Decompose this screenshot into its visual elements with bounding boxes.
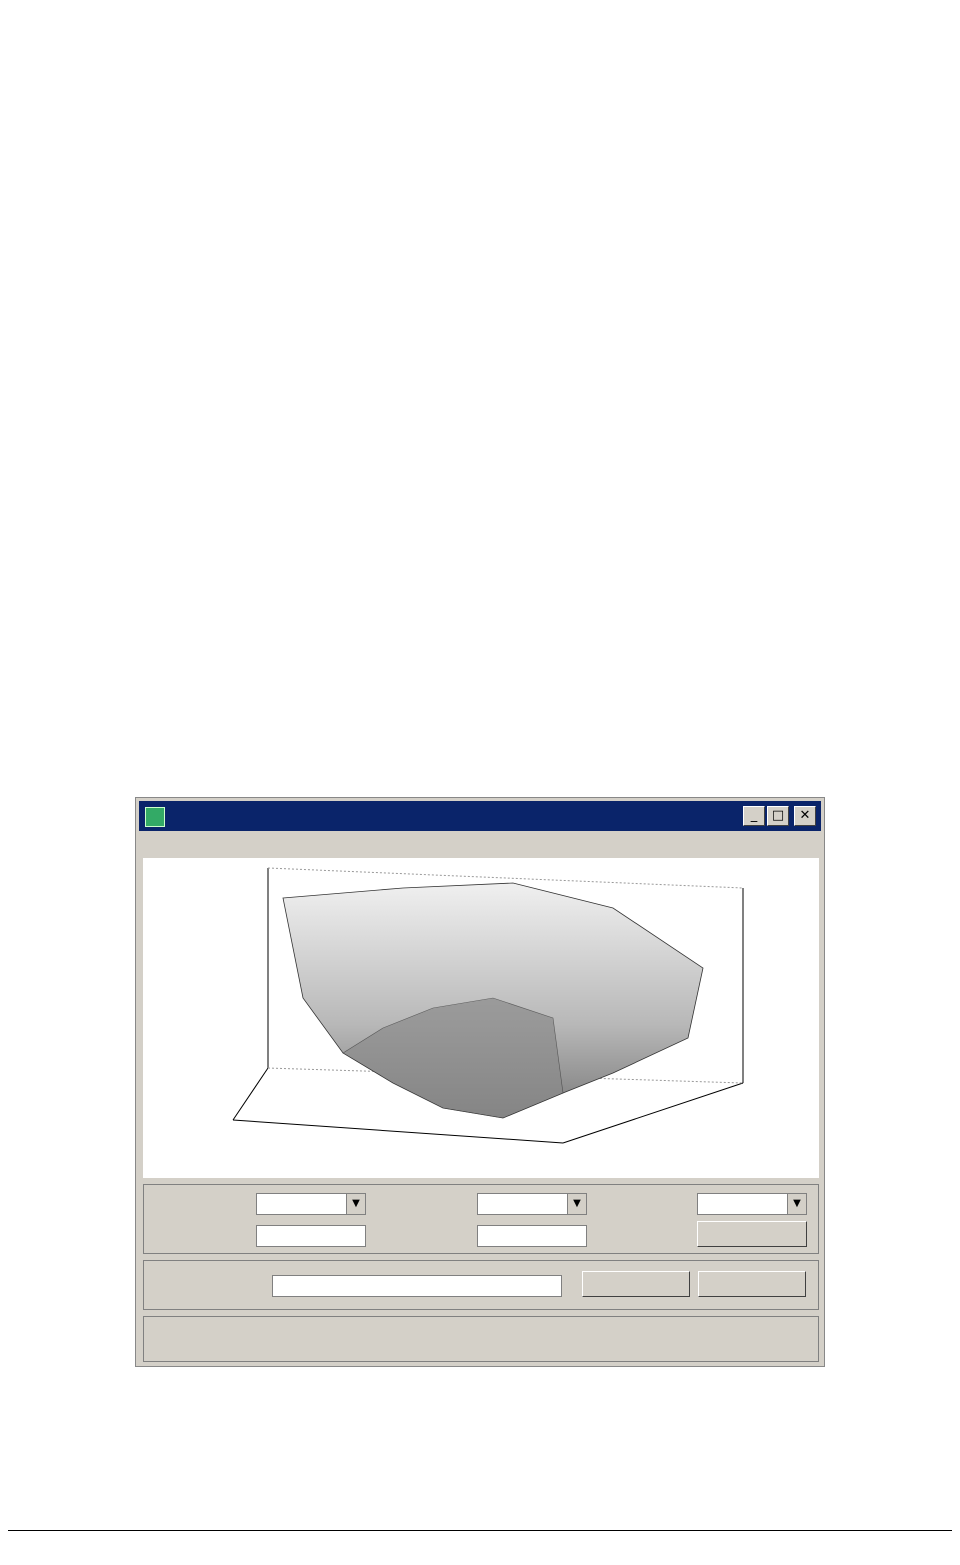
z-output-dropdown[interactable] [697,1193,807,1215]
y-grids-input[interactable] [477,1225,587,1247]
caption-english [8,1444,952,1500]
input-selection-panel [143,1184,819,1254]
x-input-dropdown[interactable] [256,1193,366,1215]
surface-plot-area [143,858,819,1178]
chevron-down-icon: ▼ [787,1194,806,1214]
y-input-dropdown[interactable] [477,1193,587,1215]
chevron-down-icon: ▼ [567,1194,586,1214]
close-button[interactable] [698,1271,806,1297]
status-bar [143,1316,819,1362]
footer-rule [8,1530,952,1531]
evaluate-button[interactable] [697,1221,807,1247]
ref-input-field[interactable] [272,1275,562,1297]
caption-polish [8,1388,952,1444]
surface-viewer-window [135,797,825,1367]
running-header [8,2,952,28]
ref-input-panel [143,1260,819,1310]
maximize-button[interactable]: □ [767,806,789,826]
window-titlebar [139,801,821,831]
close-window-button[interactable]: ✕ [794,806,816,826]
matlab-icon [145,807,165,827]
menu-bar [144,834,200,854]
chevron-down-icon: ▼ [346,1194,365,1214]
x-grids-input[interactable] [256,1225,366,1247]
surface-plot [143,858,819,1178]
minimize-button[interactable]: _ [743,806,765,826]
help-button[interactable] [582,1271,690,1297]
